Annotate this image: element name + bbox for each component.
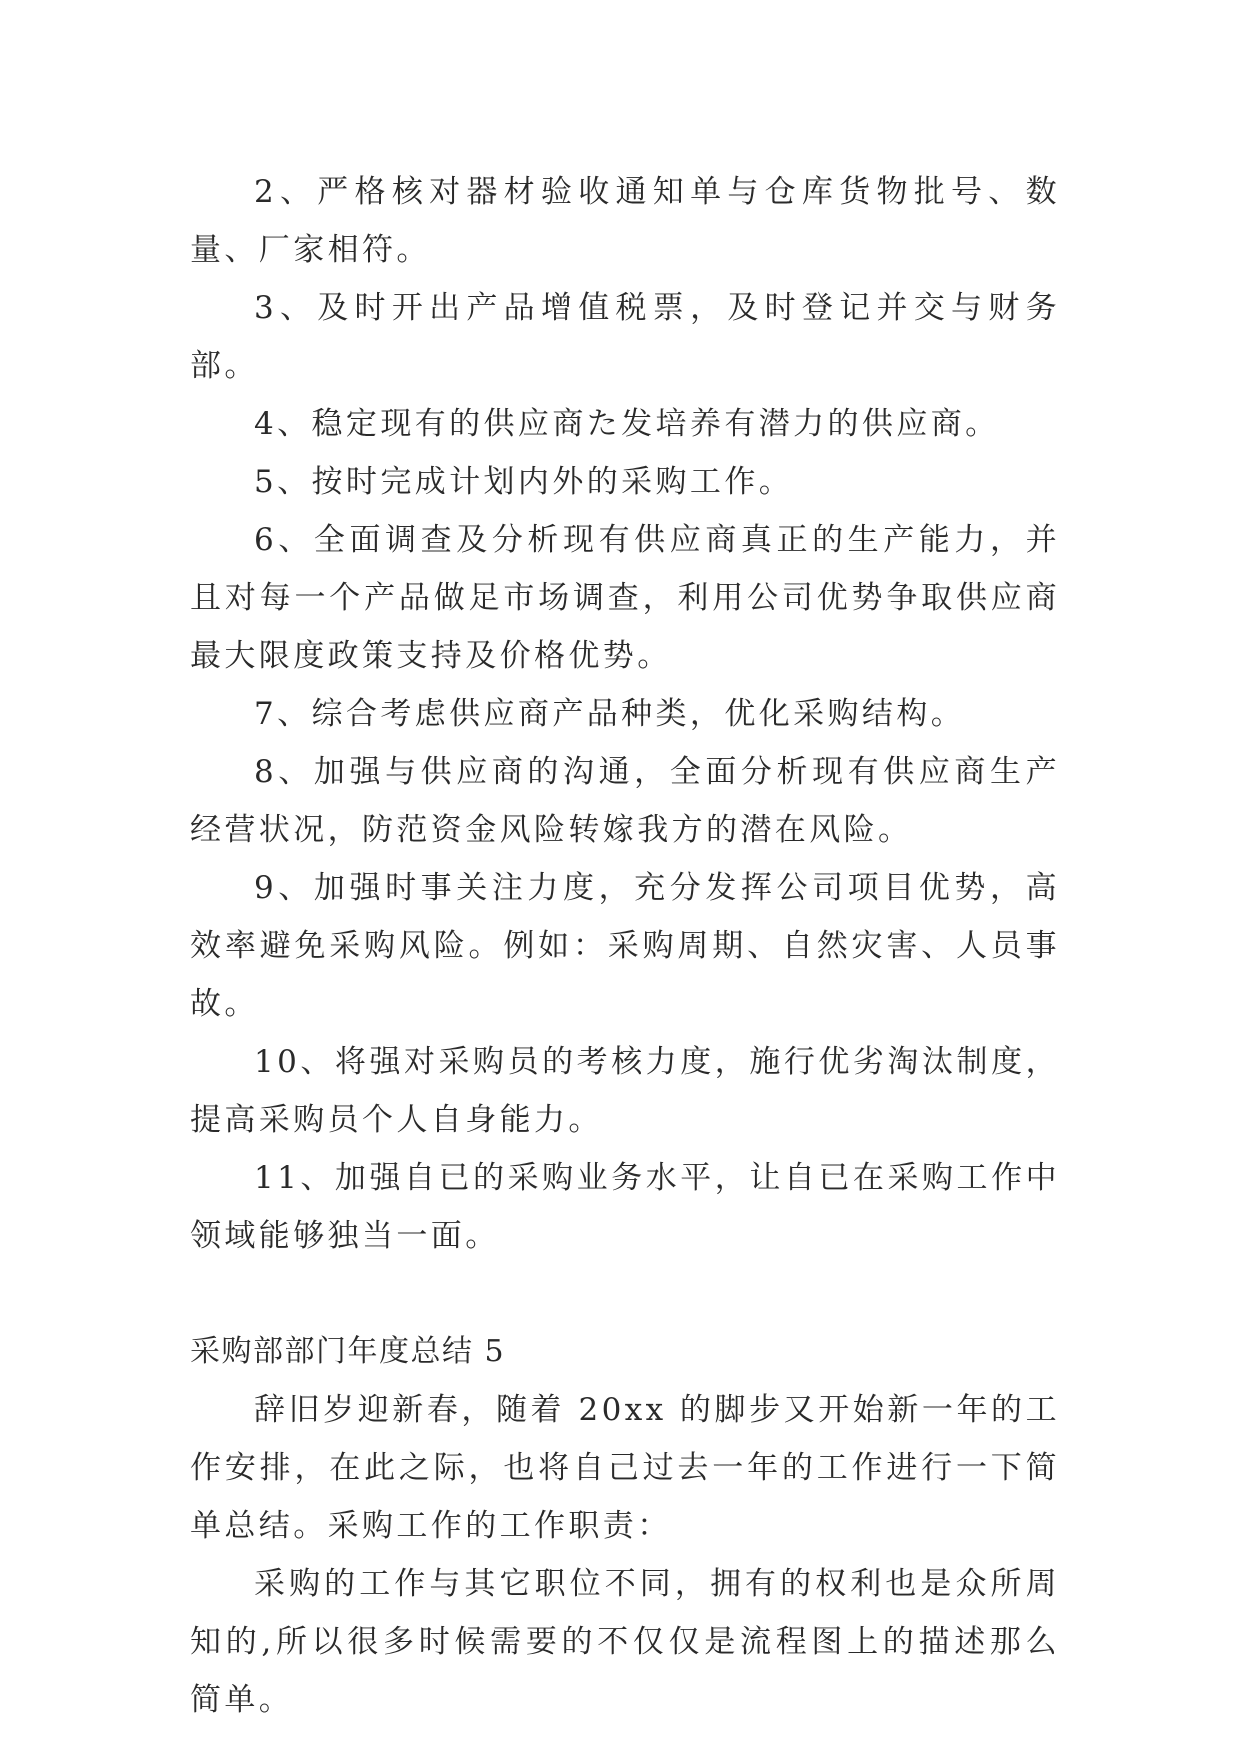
list-item: 6、全面调查及分析现有供应商真正的生产能力，并且对每一个产品做足市场调查，利用公司优势争取供应商最大限度政策支持及价格优势。 <box>190 522 1060 674</box>
list-item: 2、严格核对器材验收通知单与仓库货物批号、数量、厂家相符。 <box>190 174 1060 268</box>
list-item: 10、将强对采购员的考核力度，施行优劣淘汰制度，提高采购员个人自身能力。 <box>190 1044 1060 1138</box>
list-item: 4、稳定现有的供应商た发培养有潜力的供应商。 <box>254 406 1000 442</box>
list-item: 5、按时完成计划内外的采购工作。 <box>254 464 794 500</box>
section-spacer <box>190 1265 1060 1323</box>
list-item: 7、综合考虑供应商产品种类，优化采购结构。 <box>254 696 966 732</box>
list-item: 9、加强时事关注力度，充分发挥公司项目优势，高效率避免采购风险。例如：采购周期、自然灾害、人员事故。 <box>190 870 1060 1022</box>
body-paragraph: 辞旧岁迎新春，随着 20xx 的脚步又开始新一年的工作安排，在此之际，也将自己过去一年的工作进行一下简单总结。采购工作的工作职责： <box>190 1392 1060 1544</box>
list-item: 11、加强自已的采购业务水平，让自已在采购工作中领域能够独当一面。 <box>190 1160 1060 1254</box>
list-item: 8、加强与供应商的沟通，全面分析现有供应商生产经营状况，防范资金风险转嫁我方的潜在风险。 <box>190 754 1060 848</box>
section-heading: 采购部部门年度总结 5 <box>190 1334 506 1369</box>
list-item: 3、及时开出产品增值税票，及时登记并交与财务部。 <box>190 290 1060 384</box>
document-body <box>190 163 1060 1729</box>
body-paragraph: 采购的工作与其它职位不同，拥有的权利也是众所周知的,所以很多时候需要的不仅仅是流程图上的描述那么简单。 <box>190 1566 1060 1718</box>
